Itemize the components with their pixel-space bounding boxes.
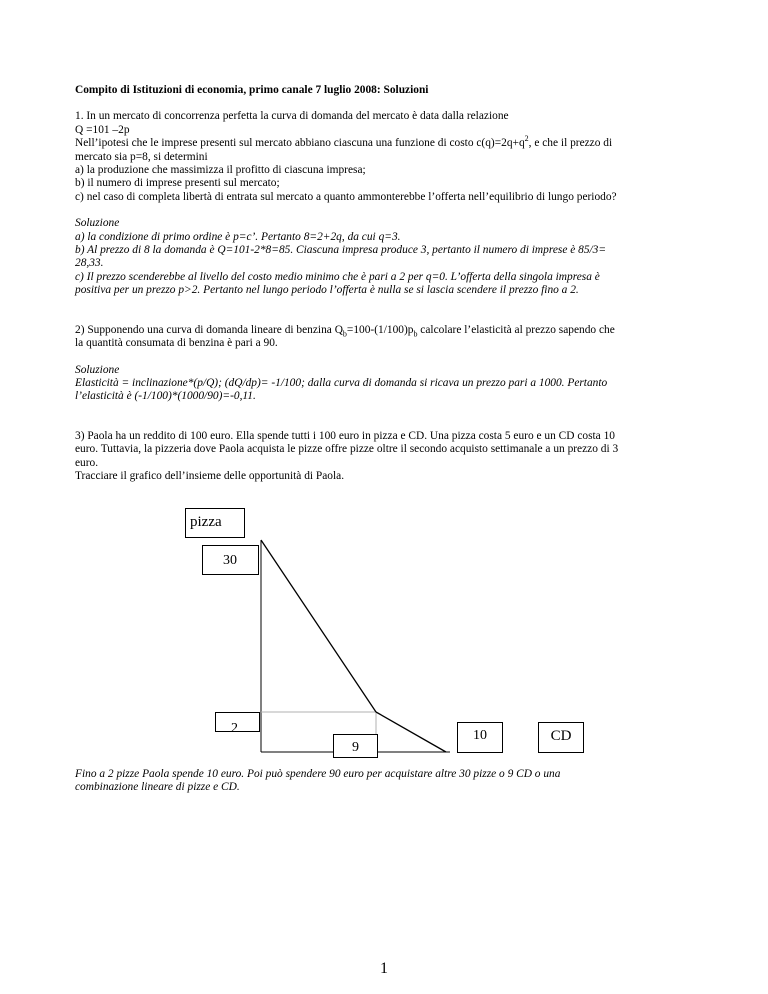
q2-subscript-1: b [342,328,347,338]
q3-line-3: euro. [75,456,99,469]
x-axis-label: CD [538,722,584,753]
q2-line-2: la quantità consumata di benzina è pari a 90. [75,337,278,350]
q1-solution-c-2: positiva per un prezzo p>2. Pertanto nel lungo periodo l’offerta è nulla se si lascia scendere il prezzo fino a 2. [75,284,579,297]
q2-solution-line-1: Elasticità = inclinazione*(p/Q); (dQ/dp)= -1/100; dalla curva di domanda si ricava un prezzo pari a 1000. Pertanto [75,376,608,389]
q2-line-1b: =100-(1/100)p [346,323,414,336]
x-intercept-label: 10 [457,722,503,753]
q3-line-2: euro. Tuttavia, la pizzeria dove Paola acquista le pizze offre pizze oltre il secondo acquisto settimanale a un prezzo di 3 [75,443,619,456]
q2-solution-heading: Soluzione [75,363,120,376]
q2-line-1a: 2) Supponendo una curva di domanda lineare di benzina Q [75,323,343,336]
budget-line-flat [376,712,446,752]
document-title: Compito di Istituzioni di economia, primo canale 7 luglio 2008: Soluzioni [75,84,429,96]
caption-line-1: Fino a 2 pizze Paola spende 10 euro. Poi può spendere 90 euro per acquistare altre 30 pizze o 9 CD o una [75,768,561,780]
q1-solution-b-2: 28,33. [75,257,104,270]
page-number: 1 [380,960,388,977]
q2-line-1c: calcolare l’elasticità al prezzo sapendo che [417,323,615,336]
q1-line-3a: Nell’ipotesi che le imprese presenti sul mercato abbiano ciascuna una funzione di costo c(q)=2q+q [75,137,525,150]
kink-y-label: 2 [215,712,260,732]
q3-line-4: Tracciare il grafico dell’insieme delle opportunità di Paola. [75,469,345,482]
budget-line-steep [261,540,376,712]
q1-line-2: Q =101 –2p [75,123,130,136]
q1-item-b: b) il numero di imprese presenti sul mercato; [75,177,280,190]
y-intercept-label: 30 [202,545,259,575]
q1-solution-heading: Soluzione [75,217,120,230]
q1-line-1: 1. In un mercato di concorrenza perfetta la curva di domanda del mercato è data dalla relazione [75,110,509,123]
graph-caption [75,768,715,795]
q1-item-a: a) la produzione che massimizza il profitto di ciascuna impresa; [75,164,366,177]
q2-subscript-2: b [413,328,418,338]
q1-solution-c-1: c) Il prezzo scenderebbe al livello del costo medio minimo che è pari a 2 per q=0. L’offerta della singola impresa è [75,270,600,283]
q1-solution-b-1: b) Al prezzo di 8 la domanda è Q=101-2*8=85. Ciascuna impresa produce 3, pertanto il numero di imprese è 85/3= [75,244,607,257]
caption-line-2: combinazione lineare di pizze e CD. [75,781,240,794]
q1-line-4: mercato sia p=8, si determini [75,150,208,163]
q1-line-3b: , e che il prezzo di [528,137,613,150]
q1-solution-a: a) la condizione di primo ordine è p=c’. Pertanto 8=2+2q, da cui q=3. [75,230,401,243]
q1-item-c: c) nel caso di completa libertà di entrata sul mercato a quanto ammonterebbe l’offerta nell’equilibrio di lungo periodo? [75,190,617,203]
kink-x-label: 9 [333,734,378,758]
q2-solution-line-2: l’elasticità è (-1/100)*(1000/90)=-0,11. [75,390,256,403]
y-axis-label: pizza [185,508,245,538]
q3-line-1: 3) Paola ha un reddito di 100 euro. Ella spende tutti i 100 euro in pizza e CD. Una pizza costa 5 euro e un CD costa 10 [75,429,615,442]
q1-exponent: 2 [524,134,529,144]
